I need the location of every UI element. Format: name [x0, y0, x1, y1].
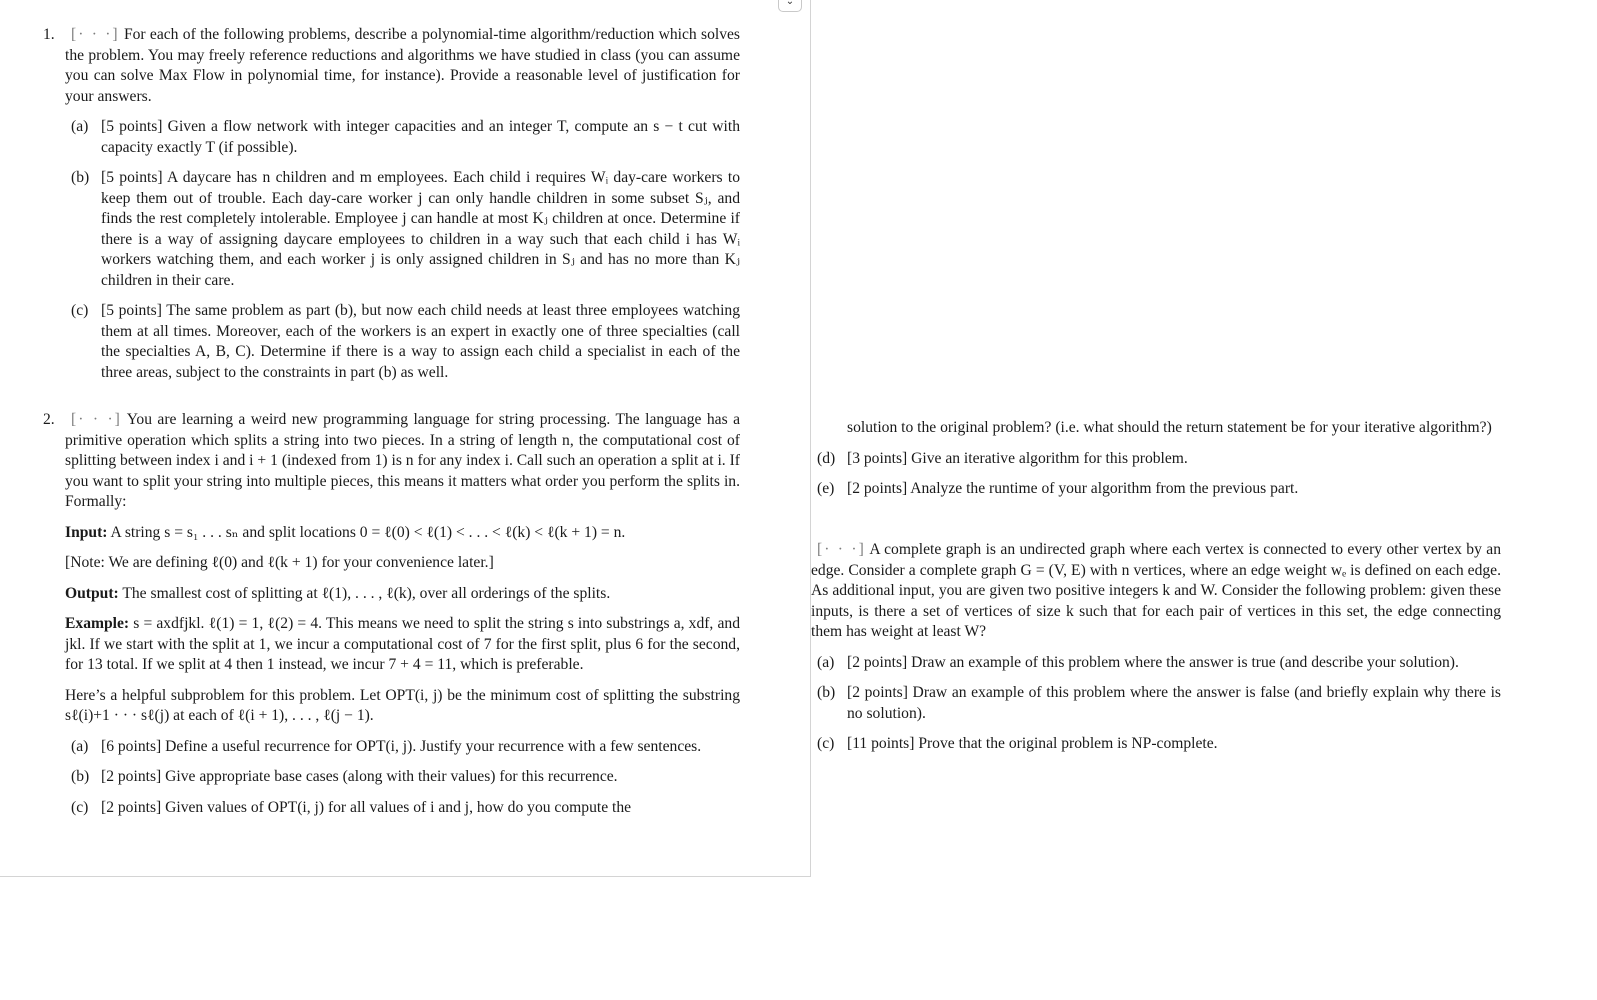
left-page — [0, 0, 811, 877]
problem-3 — [811, 540, 1501, 765]
part-d: (d) [3 points] Give an iterative algorithm for this problem. — [817, 449, 1188, 467]
redacted-points: [· · ·] — [71, 411, 122, 428]
redacted-points: [· · ·] — [817, 541, 866, 558]
part-a: (a) [2 points] Draw an example of this problem where the answer is true (and describe your solution). — [817, 653, 1459, 671]
problem-number: 2. — [43, 411, 55, 428]
part-b: (b) [5 points] A daycare has n children and m employees. Each child i requires Wᵢ day-care workers to keep them out of trouble. Each day-care worker j can only handle children in some subset Sⱼ, and finds the rest completely intolerable. Employee j can handle at most Kⱼ children at once. Determine if there is a way of assigning daycare employees to children in a way such that each child i has Wᵢ workers watching them, and each worker j is only assigned children in Sⱼ and has no more than Kⱼ children in their care. — [71, 169, 740, 289]
part-c: (c) [11 points] Prove that the original problem is NP-complete. — [817, 735, 1218, 752]
part-c: (c) [5 points] The same problem as part (b), but now each child needs at least three employees watching them at all times. Moreover, each of the workers is an expert in exactly one of three specialties (call the specialties A, B, C). Determine if there is a way to assign each child a specialist in each of the three areas, subject to the constraints in part (b) as well. — [71, 302, 740, 381]
problem-2-continued — [811, 418, 1501, 510]
problem-3-intro: [· · ·] A complete graph is an undirected graph where each vertex is connected to every other vertex by an edge. Consider a complete graph G = (V, E) with n vertices, where an edge weight wₑ is defined on each edge. As additional input, you are given two positive integers k and W. Consider the following problem: given these inputs, is there a set of vertices of size k such that for each pair of vertices in this set, the edge connecting them has weight at least W? — [811, 541, 1501, 640]
problem-2-intro: [· · ·] You are learning a weird new programming language for string processing. The language has a primitive operation which splits a string into two pieces. In a string of length n, the computational cost of splitting between index i and i + 1 (indexed from 1) is n for any index i. Call such an operation a split at i. If you want to split your string into multiple pieces, this means it matters what order you perform the splits in. Formally: — [65, 411, 740, 510]
part-a: (a) [5 points] Given a flow network with integer capacities and an integer T, compute an s − t cut with capacity exactly T (if possible). — [71, 118, 740, 156]
example-paragraph: Example: s = axdfjkl. ℓ(1) = 1, ℓ(2) = 4. This means we need to split the string s into substrings a, xdf, and jkl. If we start with the split at 1, we incur a computational cost of 7 for the first split, plus 6 for the second, for 13 total. If we split at 4 then 1 instead, we incur 7 + 4 = 11, which is preferable. — [65, 615, 740, 673]
page-scroll-tab[interactable] — [778, 0, 802, 12]
problem-number: 1. — [43, 26, 55, 43]
right-page — [811, 0, 1597, 876]
problem-1-intro: [· · ·] For each of the following problems, describe a polynomial-time algorithm/reduction which solves the problem. You may freely reference reductions and algorithms we have studied in class (you can assume you can solve Max Flow in polynomial time, for instance). Provide a reasonable level of justification for your answers. — [65, 26, 741, 105]
problem-1 — [0, 25, 740, 393]
part-b: (b) [2 points] Give appropriate base cases (along with their values) for this recurrence. — [71, 768, 618, 785]
subproblem-paragraph: Here’s a helpful subproblem for this problem. Let OPT(i, j) be the minimum cost of splitting the substring sℓ(i)+1 · · · sℓ(j) at each of ℓ(i + 1), . . . , ℓ(j − 1). — [65, 686, 740, 724]
part-e: (e) [2 points] Analyze the runtime of your algorithm from the previous part. — [817, 480, 1299, 497]
problem-2 — [0, 410, 740, 828]
part-c: (c) [2 points] Given values of OPT(i, j) for all values of i and j, how do you compute the — [71, 798, 632, 816]
part-c-continuation: solution to the original problem? (i.e. what should the return statement be for your iterative algorithm?) — [847, 419, 1492, 436]
chevron-down-icon: ⌄ — [785, 0, 795, 7]
output-line: Output: The smallest cost of splitting at ℓ(1), . . . , ℓ(k), over all orderings of the splits. — [65, 584, 611, 602]
part-a: (a) [6 points] Define a useful recurrence for OPT(i, j). Justify your recurrence with a few sentences. — [71, 737, 702, 755]
part-b: (b) [2 points] Draw an example of this problem where the answer is false (and briefly explain why there is no solution). — [817, 684, 1501, 722]
note-line: [Note: We are defining ℓ(0) and ℓ(k + 1) for your convenience later.] — [65, 554, 494, 571]
input-line: Input: A string s = s₁ . . . sₙ and split locations 0 = ℓ(0) < ℓ(1) < . . . < ℓ(k) < ℓ(k + 1) = n. — [65, 523, 626, 541]
redacted-points: [· · ·] — [71, 26, 120, 43]
